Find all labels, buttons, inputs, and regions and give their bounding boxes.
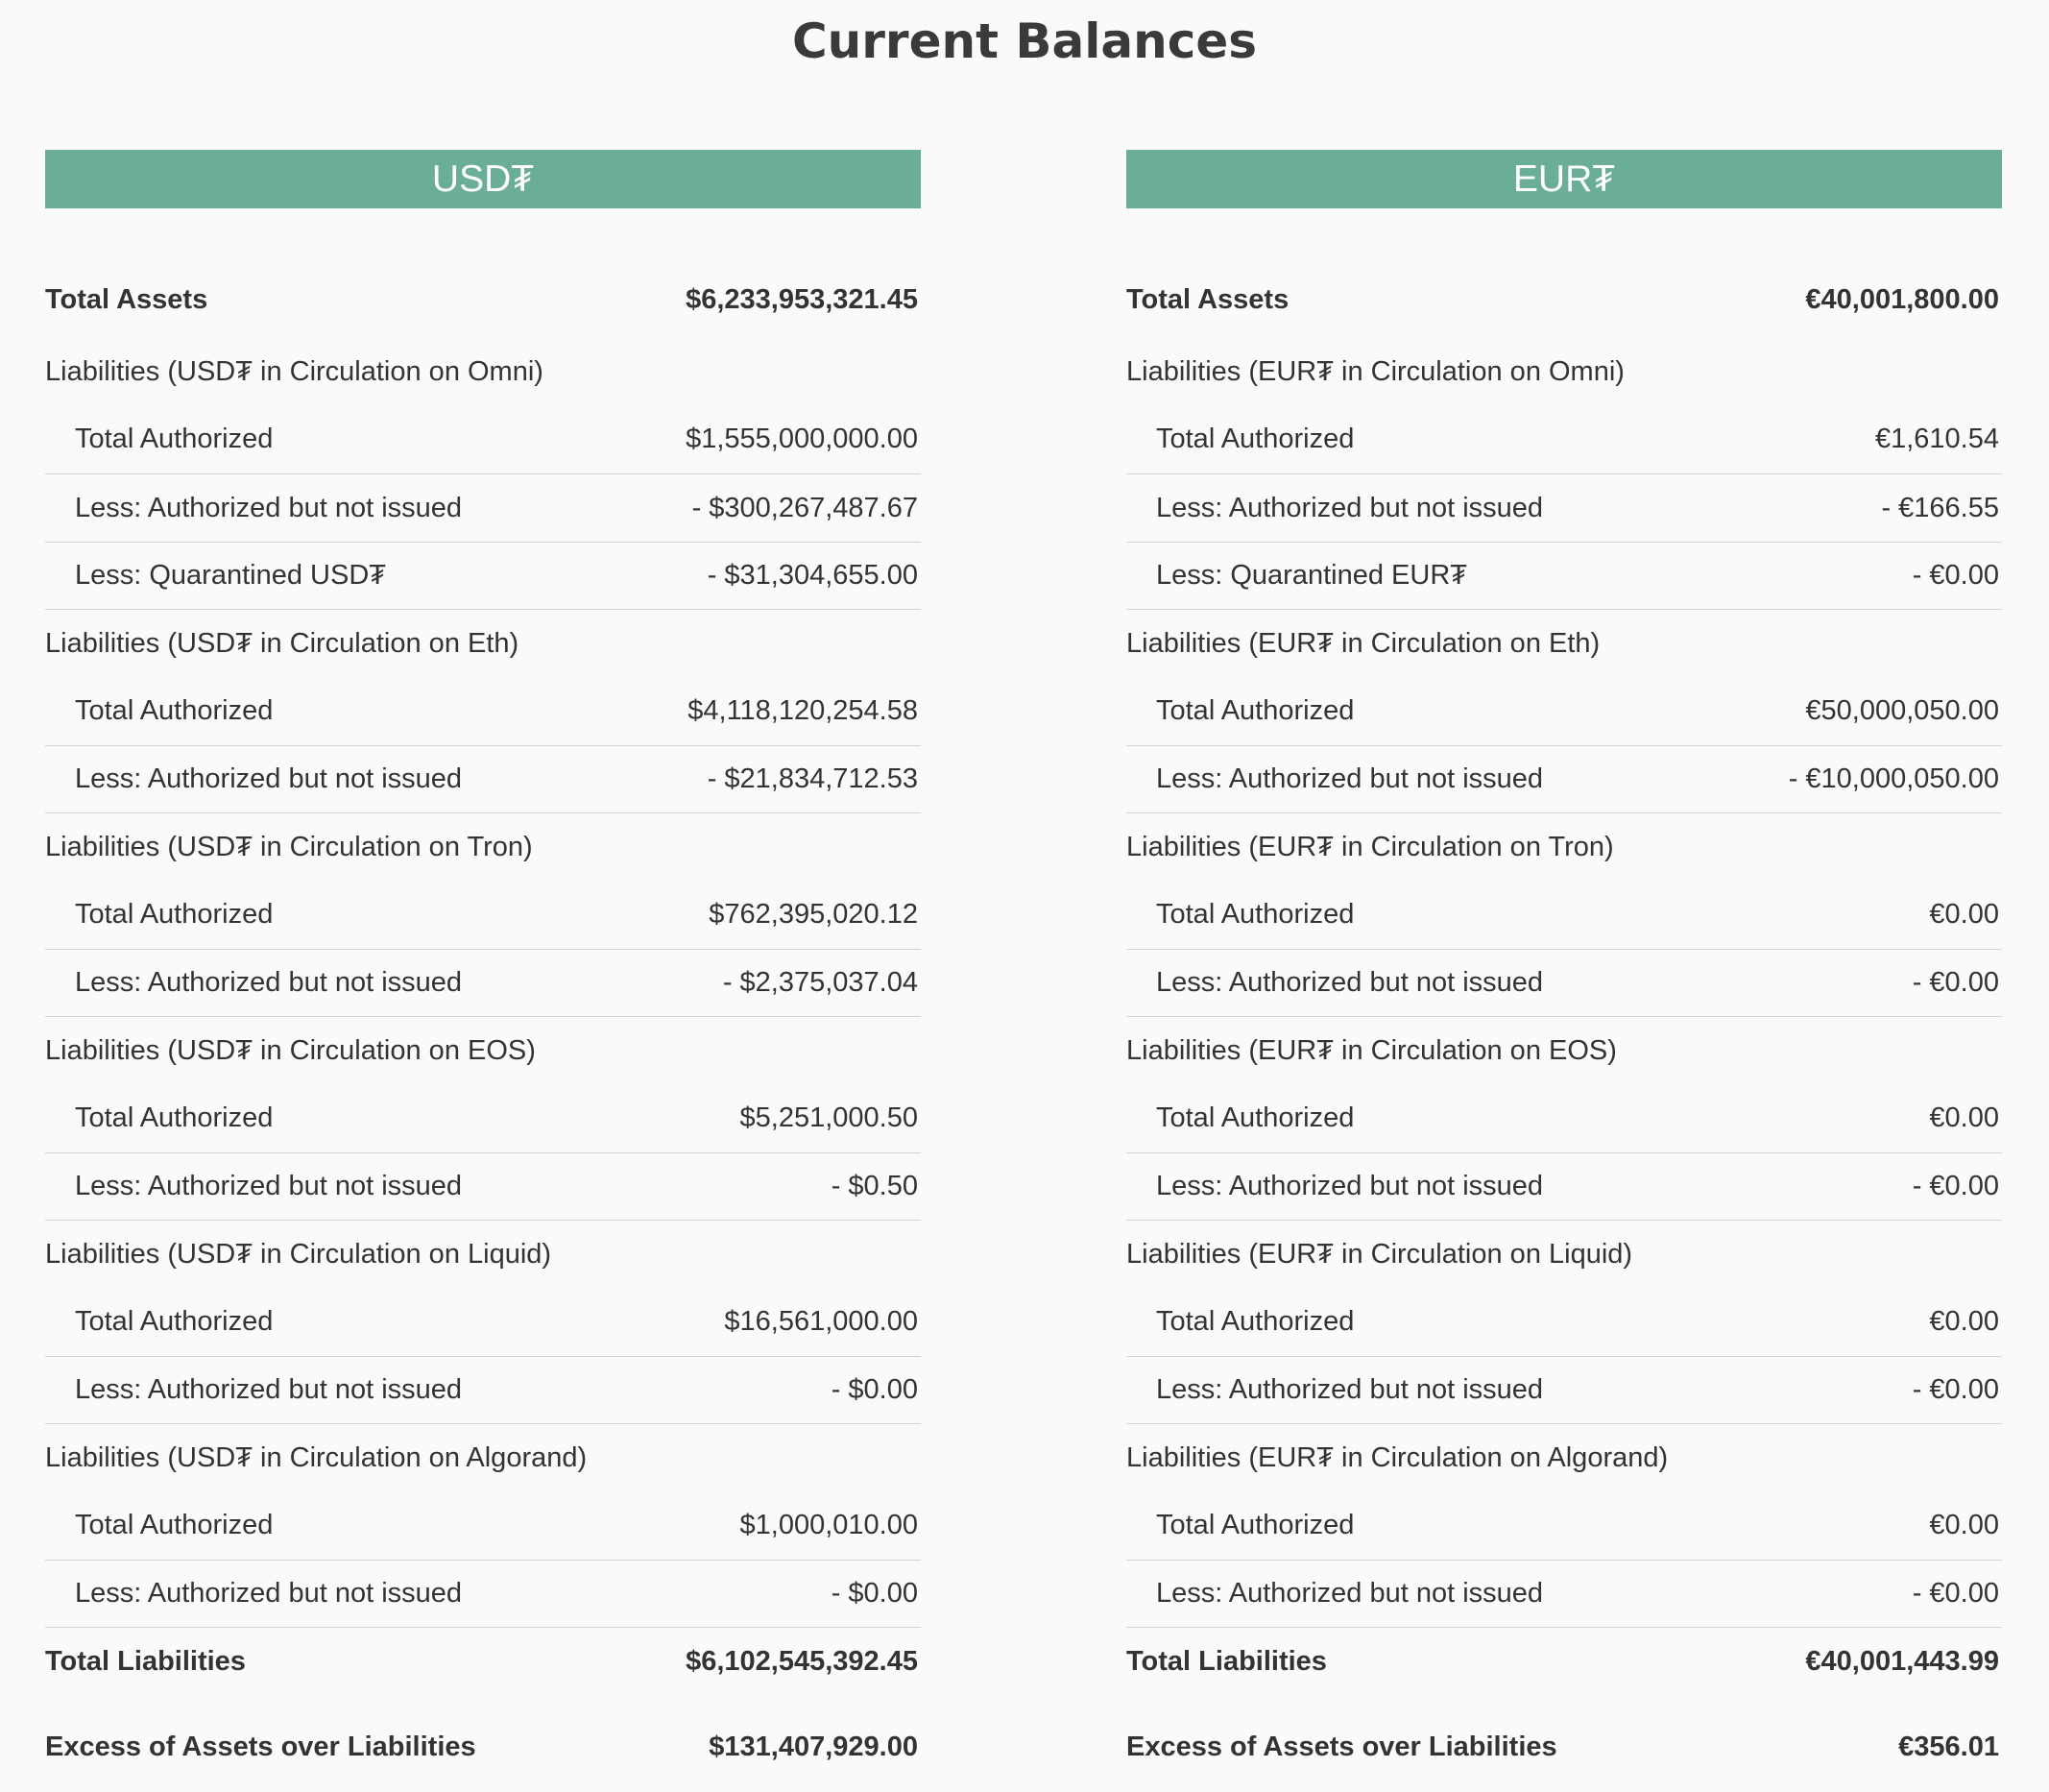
liability-item-row <box>1126 881 2002 949</box>
liability-item-label: Total Authorized <box>1156 695 1355 726</box>
excess-value: $131,407,929.00 <box>709 1731 918 1762</box>
liability-item-label: Less: Authorized but not issued <box>75 967 463 998</box>
liability-item-row <box>1126 1152 2002 1221</box>
liability-item-value: - €0.00 <box>1912 967 1999 998</box>
liability-item-value: - €0.00 <box>1912 1171 1999 1201</box>
liability-item-value: - $21,834,712.53 <box>707 763 918 794</box>
liability-group-label: Liabilities (USD₮ in Circulation on Tron) <box>45 831 533 862</box>
liability-item-row <box>45 1356 921 1424</box>
total-liabilities-value: $6,102,545,392.45 <box>686 1646 918 1677</box>
total-liabilities-row <box>45 1628 921 1696</box>
liability-item-row <box>1126 1288 2002 1356</box>
liability-item-value: $16,561,000.00 <box>724 1306 918 1337</box>
liability-group <box>45 338 921 610</box>
liability-item-label: Less: Authorized but not issued <box>1156 1578 1544 1609</box>
liability-item-label: Total Authorized <box>75 424 274 454</box>
liability-group <box>1126 610 2002 813</box>
total-liabilities-label: Total Liabilities <box>45 1646 246 1677</box>
liabilities-list <box>1126 338 2002 1628</box>
liability-item-label: Less: Quarantined EUR₮ <box>1156 560 1467 591</box>
liability-group-title <box>1126 813 2002 881</box>
liability-group-title <box>45 1221 921 1288</box>
liability-group <box>1126 1424 2002 1628</box>
liability-item-row <box>1126 949 2002 1017</box>
liability-group-label: Liabilities (USD₮ in Circulation on Algorand) <box>45 1441 588 1473</box>
liability-item-value: - €166.55 <box>1881 492 1999 523</box>
liability-item-value: $762,395,020.12 <box>709 899 918 930</box>
liability-item-label: Less: Authorized but not issued <box>75 763 463 794</box>
liability-group-title <box>1126 610 2002 677</box>
liability-item-label: Less: Authorized but not issued <box>1156 492 1544 523</box>
liability-item-label: Total Authorized <box>1156 1306 1355 1337</box>
liability-item-row <box>45 949 921 1017</box>
excess-label: Excess of Assets over Liabilities <box>45 1731 476 1762</box>
liability-item-row <box>1126 542 2002 610</box>
total-assets-value: €40,001,800.00 <box>1805 283 1999 315</box>
total-assets-value: $6,233,953,321.45 <box>686 283 918 315</box>
liability-item-value: €0.00 <box>1929 1306 1999 1337</box>
liability-group-label: Liabilities (USD₮ in Circulation on Omni) <box>45 355 543 387</box>
excess-value: €356.01 <box>1898 1731 1999 1762</box>
liability-item-value: - €0.00 <box>1912 1374 1999 1405</box>
liability-item-row <box>45 1491 921 1560</box>
liability-group <box>1126 338 2002 610</box>
total-assets-label: Total Assets <box>45 283 208 315</box>
liability-item-value: $1,555,000,000.00 <box>686 424 918 454</box>
liability-group-title <box>1126 1424 2002 1491</box>
liability-group-label: Liabilities (EUR₮ in Circulation on Tron) <box>1126 831 1614 862</box>
liability-item-value: - $2,375,037.04 <box>722 967 918 998</box>
liability-item-row <box>45 745 921 813</box>
liability-group-title <box>1126 1017 2002 1084</box>
liability-item-value: - €0.00 <box>1912 1578 1999 1609</box>
liability-item-row <box>1126 745 2002 813</box>
total-liabilities-value: €40,001,443.99 <box>1805 1646 1999 1677</box>
eur-panel-header: EUR₮ <box>1126 150 2002 208</box>
liability-item-value: - $0.00 <box>831 1374 918 1405</box>
liability-item-row <box>45 473 921 542</box>
liability-item-label: Less: Authorized but not issued <box>1156 967 1544 998</box>
liability-item-label: Less: Authorized but not issued <box>1156 1374 1544 1405</box>
total-assets-label: Total Assets <box>1126 283 1290 315</box>
liability-group-title <box>45 1424 921 1491</box>
eur-balance-panel <box>1126 150 2002 1792</box>
liability-item-row <box>45 1084 921 1152</box>
liability-item-value: - $0.00 <box>831 1578 918 1609</box>
liability-item-label: Less: Authorized but not issued <box>75 1374 463 1405</box>
liability-item-row <box>1126 1356 2002 1424</box>
liability-item-label: Total Authorized <box>1156 1510 1355 1540</box>
liability-item-value: €50,000,050.00 <box>1805 695 1999 726</box>
liability-item-row <box>1126 677 2002 745</box>
liability-item-value: - $31,304,655.00 <box>707 560 918 591</box>
excess-row <box>45 1696 921 1792</box>
liability-item-row <box>1126 405 2002 473</box>
liability-group-title <box>45 813 921 881</box>
liability-group-title <box>1126 1221 2002 1288</box>
liability-item-value: - €10,000,050.00 <box>1788 763 1999 794</box>
liability-item-row <box>45 1288 921 1356</box>
liability-item-row <box>1126 1084 2002 1152</box>
liability-item-value: $5,251,000.50 <box>739 1102 918 1133</box>
liability-item-label: Less: Authorized but not issued <box>1156 763 1544 794</box>
liability-group <box>45 1424 921 1628</box>
liability-group <box>45 1017 921 1221</box>
liability-group-label: Liabilities (EUR₮ in Circulation on Omni) <box>1126 355 1625 387</box>
liability-item-row <box>45 881 921 949</box>
liability-group <box>45 610 921 813</box>
liability-item-value: €0.00 <box>1929 1102 1999 1133</box>
liability-group <box>45 813 921 1017</box>
liability-item-label: Total Authorized <box>75 695 274 726</box>
liability-item-label: Total Authorized <box>75 1102 274 1133</box>
total-liabilities-label: Total Liabilities <box>1126 1646 1327 1677</box>
liabilities-list <box>45 338 921 1628</box>
liability-group-label: Liabilities (EUR₮ in Circulation on Liquid) <box>1126 1238 1633 1270</box>
liability-group <box>1126 813 2002 1017</box>
liability-group-label: Liabilities (USD₮ in Circulation on Eth) <box>45 627 519 659</box>
liability-item-row <box>45 1560 921 1628</box>
liability-item-label: Total Authorized <box>1156 424 1355 454</box>
liability-item-label: Total Authorized <box>75 1510 274 1540</box>
liability-item-label: Total Authorized <box>1156 1102 1355 1133</box>
liability-group <box>45 1221 921 1424</box>
liability-item-label: Total Authorized <box>1156 899 1355 930</box>
total-liabilities-row <box>1126 1628 2002 1696</box>
liability-item-row <box>45 542 921 610</box>
liability-item-value: €0.00 <box>1929 899 1999 930</box>
liability-item-label: Less: Authorized but not issued <box>75 492 463 523</box>
liability-item-value: €0.00 <box>1929 1510 1999 1540</box>
liability-item-label: Total Authorized <box>75 1306 274 1337</box>
usd-panel-header: USD₮ <box>45 150 921 208</box>
liability-group-label: Liabilities (USD₮ in Circulation on EOS) <box>45 1034 536 1066</box>
liability-item-value: - €0.00 <box>1912 560 1999 591</box>
usd-balance-panel <box>45 150 921 1792</box>
liability-group-label: Liabilities (EUR₮ in Circulation on Eth) <box>1126 627 1601 659</box>
liability-item-row <box>1126 1491 2002 1560</box>
liability-item-label: Total Authorized <box>75 899 274 930</box>
liability-item-value: $4,118,120,254.58 <box>687 695 918 726</box>
liability-item-row <box>1126 1560 2002 1628</box>
liability-item-row <box>45 405 921 473</box>
liability-group-label: Liabilities (USD₮ in Circulation on Liquid) <box>45 1238 552 1270</box>
liability-item-label: Less: Authorized but not issued <box>1156 1171 1544 1201</box>
liability-item-value: - $0.50 <box>831 1171 918 1201</box>
liability-item-label: Less: Quarantined USD₮ <box>75 560 386 591</box>
liability-item-label: Less: Authorized but not issued <box>75 1578 463 1609</box>
liability-group <box>1126 1221 2002 1424</box>
liability-group-title <box>45 338 921 405</box>
liability-item-label: Less: Authorized but not issued <box>75 1171 463 1201</box>
liability-item-value: - $300,267,487.67 <box>691 492 918 523</box>
liability-group-title <box>1126 338 2002 405</box>
total-assets-row <box>1126 261 2002 338</box>
excess-row <box>1126 1696 2002 1792</box>
liability-group-label: Liabilities (EUR₮ in Circulation on EOS) <box>1126 1034 1617 1066</box>
excess-label: Excess of Assets over Liabilities <box>1126 1731 1557 1762</box>
total-assets-row <box>45 261 921 338</box>
liability-item-row <box>45 1152 921 1221</box>
liability-item-row <box>1126 473 2002 542</box>
liability-item-value: €1,610.54 <box>1874 424 1999 454</box>
liability-group-title <box>45 610 921 677</box>
page-title: Current Balances <box>791 13 1258 69</box>
liability-group <box>1126 1017 2002 1221</box>
liability-group-title <box>45 1017 921 1084</box>
liability-item-value: $1,000,010.00 <box>739 1510 918 1540</box>
liability-group-label: Liabilities (EUR₮ in Circulation on Algorand) <box>1126 1441 1669 1473</box>
liability-item-row <box>45 677 921 745</box>
